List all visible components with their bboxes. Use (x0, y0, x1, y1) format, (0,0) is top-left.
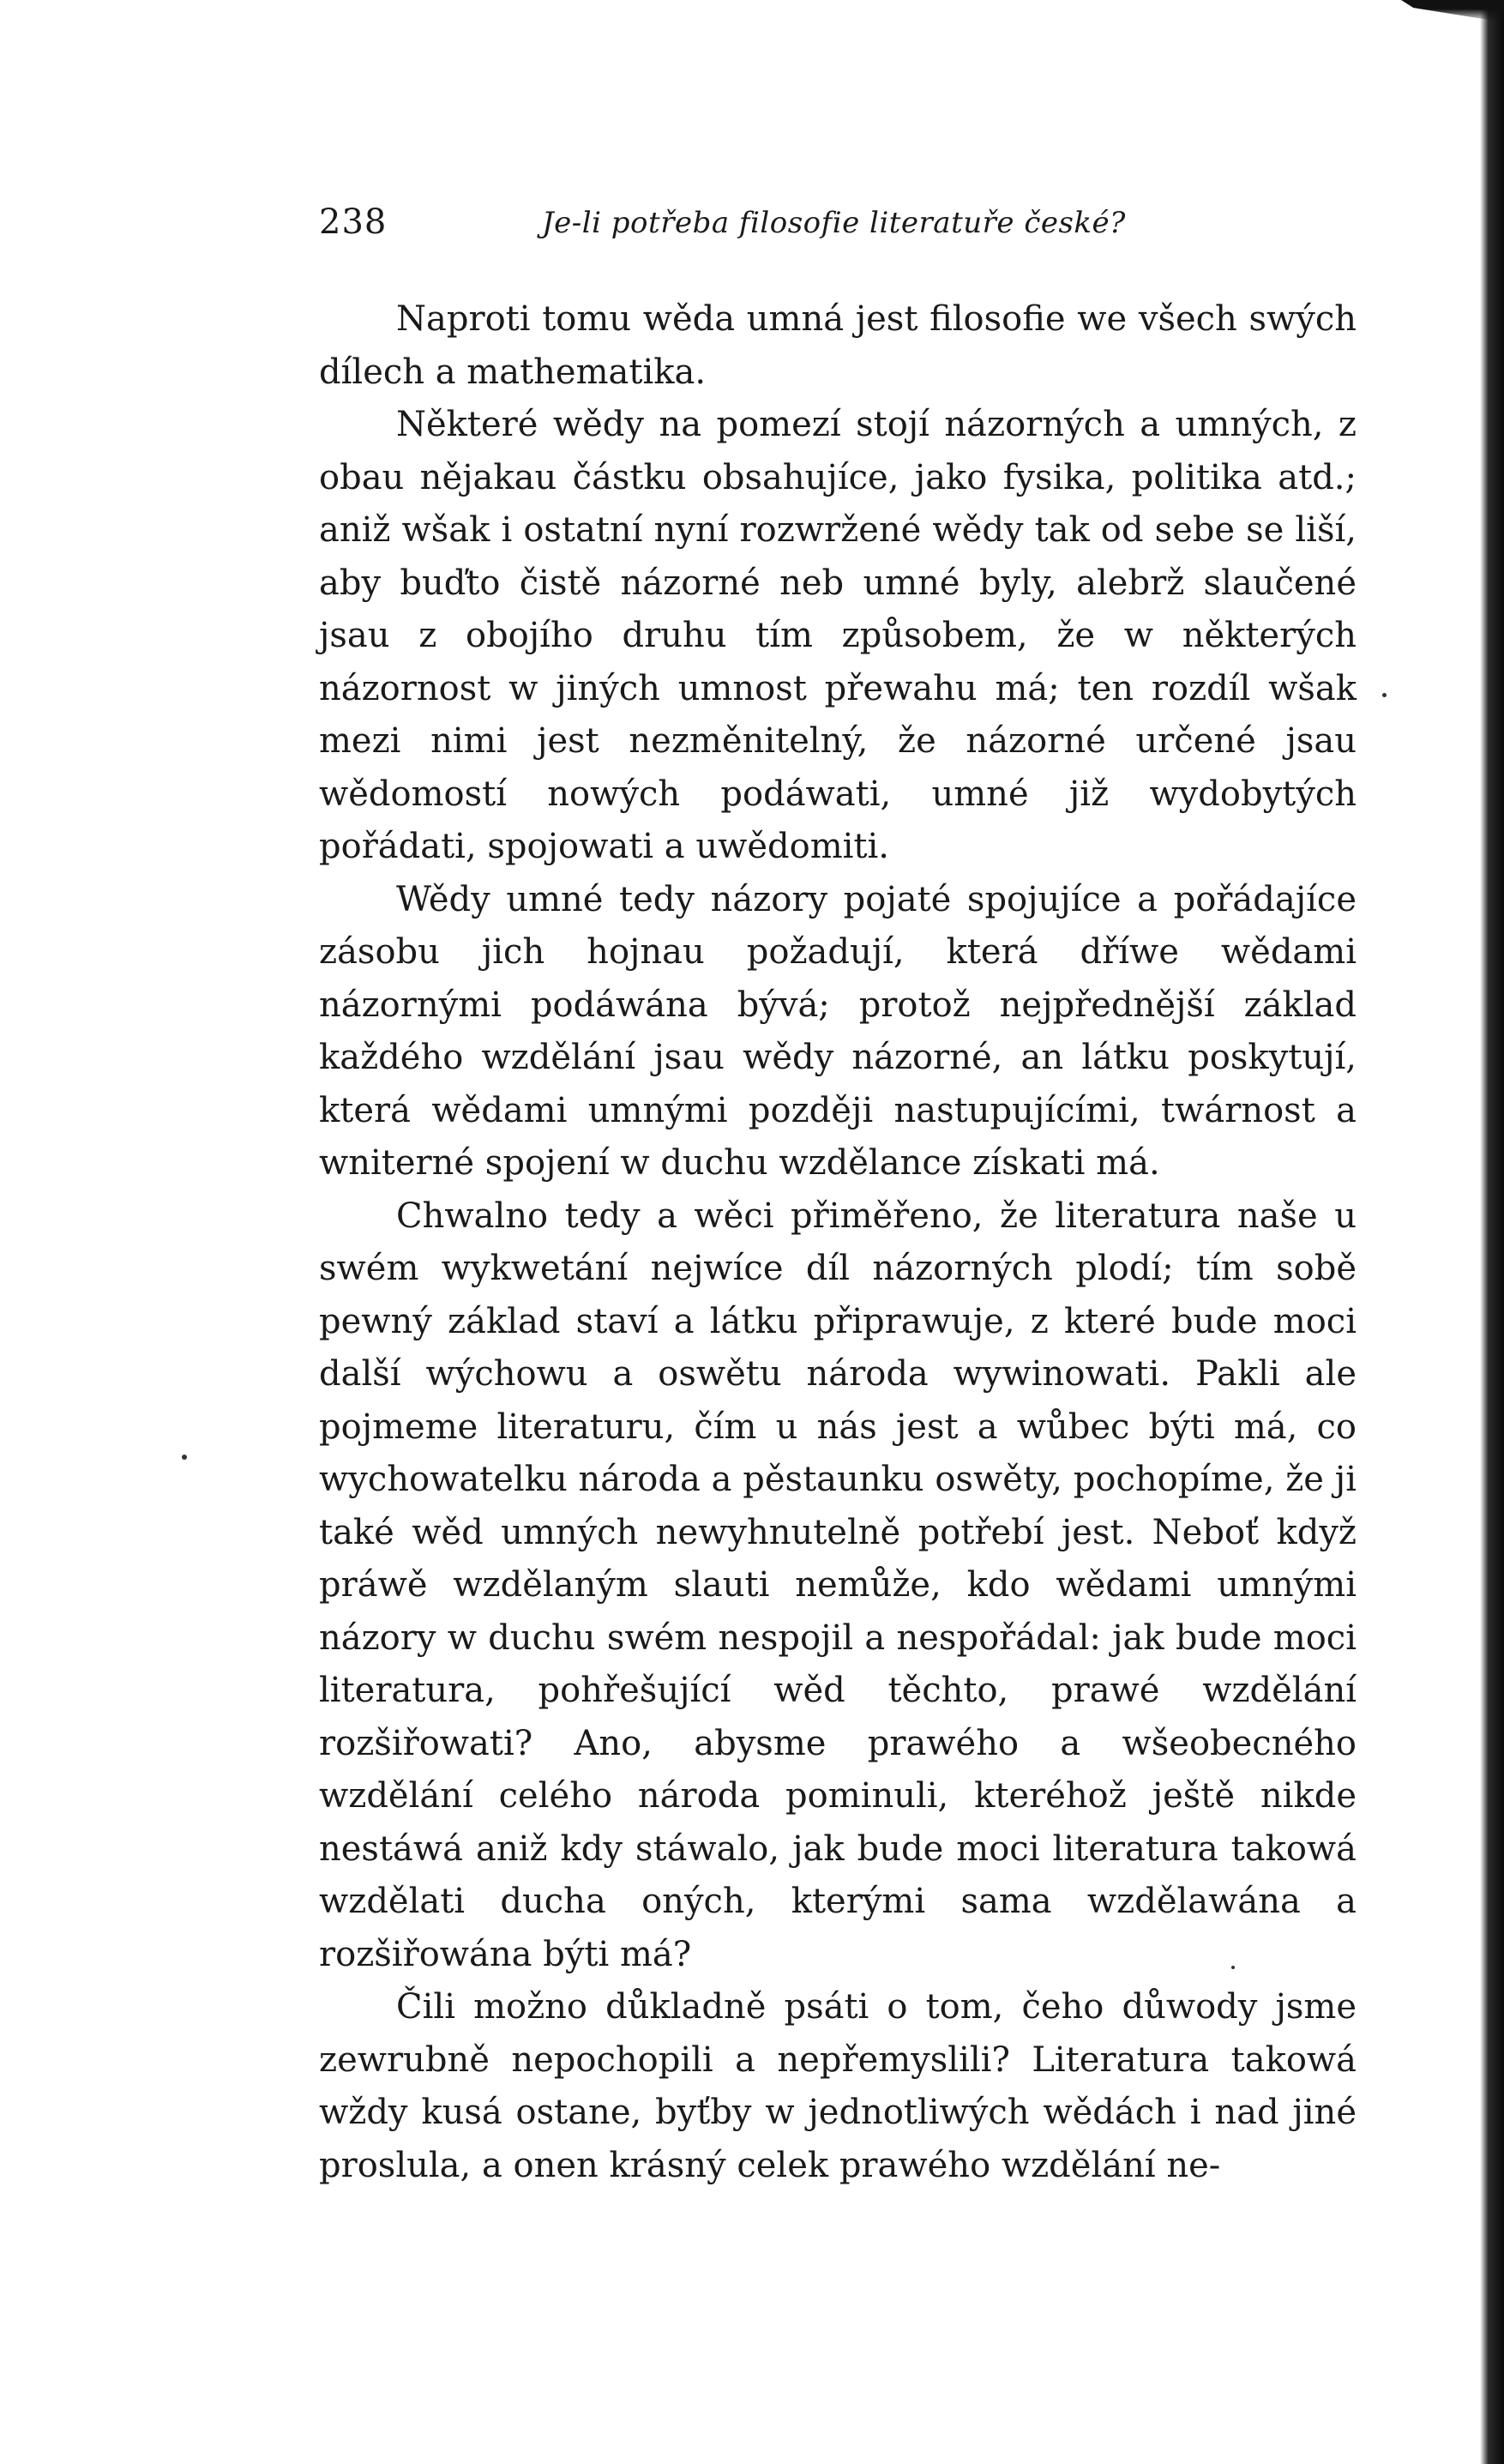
paragraph: Některé wědy na pomezí stojí názorných a umných, z obau nějakau částku obsahujíce, jako fysika, politika atd.; aniž wšak i ostatní nyní rozwržené wědy tak od sebe se liší, aby buďto čistě názorné neb umné byly, alebrž slaučené jsau z obojího druhu tím způsobem, že w některých názornost w jiných umnost přewahu má; ten rozdíl wšak mezi nimi jest nezměnitelný, že názorné určené jsau wědomostí nowých podáwati, umné již wydobytých pořádati, spojowati a uwědomiti. (319, 405, 1357, 866)
scan-speck (182, 1455, 187, 1460)
page-number: 238 (319, 202, 388, 242)
paragraph: Wědy umné tedy názory pojaté spojujíce a pořádajíce zásobu jich hojnau požadují, která dříwe wědami názornými podáwána bývá; protož nejpřednější základ každého wzdělání jsau wědy názorné, an látku poskytují, která wědami umnými později nastupujícími, twárnost a wniterné spojení w duchu wzdělance získati má. (319, 879, 1357, 1183)
body-text (319, 293, 1357, 2192)
paragraph: Čili možno důkladně psáti o tom, čeho důwody jsme zewrubně nepochopili a nepřemyslili? Literatura takowá wždy kusá ostane, byťby w jednotliwých wědách i nad jiné proslula, a onen krásný celek prawého wzdělání ne- (319, 1987, 1357, 2185)
paragraph: Chwalno tedy a wěci přiměřeno, že literatura naše u swém wykwetání nejwíce díl názorných plodí; tím sobě pewný základ staví a látku připrawuje, z které bude moci další wýchowu a oswětu národa wywinowati. Pakli ale pojmeme literaturu, čím u nás jest a wůbec býti má, co wychowatelku národa a pěstaunku oswěty, pochopíme, že ji také wěd umných newyhnutelně potřebí jest. Neboť když práwě wzdělaným slauti nemůže, kdo wědami umnými názory w duchu swém nespojil a nespořádal: jak bude moci literatura, pohřešující wěd těchto, prawé wzdělání rozšiřowati? Ano, abysme prawého a wšeobecného wzdělání celého národa pominuli, kteréhož ještě nikde nestáwá aniž kdy stáwalo, jak bude moci literatura takowá wzdělati ducha oných, kterými sama wzdělawána a rozšiřowána býti má? (319, 1196, 1357, 1974)
scan-edge-top (1401, 0, 1504, 22)
page-header (319, 196, 1357, 250)
scan-edge-right (1480, 0, 1504, 2464)
running-title: Je-li potřeba filosofie literatuře české? (542, 206, 1126, 240)
book-page (319, 196, 1357, 2192)
scan-speck (1382, 693, 1387, 697)
paragraph: Naproti tomu wěda umná jest filosofie we všech swých dílech a mathematika. (319, 299, 1357, 392)
